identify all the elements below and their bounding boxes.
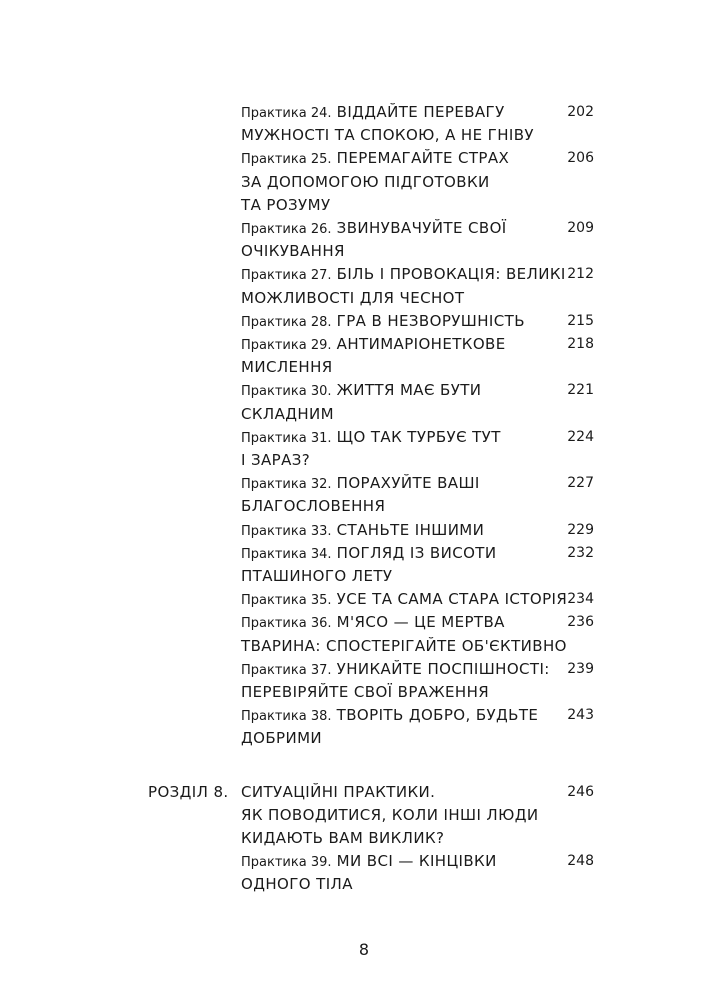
toc-page-number: 227 — [567, 475, 594, 492]
toc-page-number: 224 — [567, 428, 594, 445]
toc-title-text: СИТУАЦІЙНІ ПРАКТИКИ. — [241, 782, 436, 801]
toc-title-text: ОЧІКУВАННЯ — [241, 242, 345, 261]
toc-title-line — [241, 611, 505, 633]
toc-page-number: 202 — [567, 104, 594, 120]
toc-page-number: 218 — [567, 336, 594, 352]
practice-number: Практика 27. — [241, 268, 332, 284]
toc-title-text: ТВАРИНА: СПОСТЕРІГАЙТЕ ОБ'ЄКТИВНО — [241, 636, 567, 655]
toc-title-line — [241, 542, 496, 564]
toc-title-line — [241, 240, 345, 262]
practice-number: Практика 36. — [241, 616, 332, 632]
toc-title-line — [241, 356, 333, 378]
toc-title-line — [241, 101, 505, 123]
toc-title-text: ТА РОЗУМУ — [241, 195, 331, 214]
toc-page-number: 215 — [567, 312, 594, 329]
toc-title-text: БІЛЬ І ПРОВОКАЦІЯ: ВЕЛИКІ — [336, 265, 566, 284]
toc-title-text: ДОБРИМИ — [241, 729, 323, 748]
toc-page-number: 239 — [567, 660, 594, 677]
toc-title-line — [241, 804, 538, 826]
toc-title-text: ГРА В НЕЗВОРУШНІСТЬ — [336, 311, 525, 330]
toc-title-text: МОЖЛИВОСТІ ДЛЯ ЧЕСНОТ — [241, 288, 465, 307]
toc-title-text: АНТИМАРІОНЕТКОВЕ — [336, 335, 506, 353]
toc-title-text: МУЖНОСТІ ТА СПОКОЮ, А НЕ ГНІВУ — [241, 126, 534, 145]
toc-title-text: ПЕРЕВІРЯЙТЕ СВОЇ ВРАЖЕННЯ — [241, 682, 490, 701]
toc-title-line — [241, 194, 330, 216]
toc-title-line — [241, 495, 385, 517]
toc-title-text: МИ ВСІ — КІНЦІВКИ — [336, 852, 497, 871]
toc-title-line — [241, 472, 480, 494]
practice-number: Практика 33. — [241, 523, 332, 539]
toc-page-number: 206 — [567, 150, 594, 167]
toc-title-text: ЖИТТЯ МАЄ БУТИ — [336, 381, 482, 400]
practice-number: Практика 32. — [241, 477, 332, 493]
toc-title-line — [241, 850, 497, 872]
toc-title-text: ЗА ДОПОМОГОЮ ПІДГОТОВКИ — [241, 172, 490, 191]
practice-number: Практика 37. — [241, 662, 332, 678]
toc-page-number: 221 — [567, 382, 594, 399]
toc-title-line — [241, 124, 534, 146]
toc-title-line — [241, 171, 490, 193]
toc-page-number: 234 — [567, 591, 594, 608]
toc-title-line — [241, 403, 334, 425]
toc-page-number: 229 — [567, 521, 594, 538]
toc-title-text: М'ЯСО — ЦЕ МЕРТВА — [336, 613, 505, 632]
toc-title-line — [241, 426, 501, 448]
toc-title-text: ПТАШИНОГО ЛЕТУ — [241, 566, 393, 585]
practice-number: Практика 25. — [241, 152, 332, 168]
toc-title-text: ПОГЛЯД ІЗ ВИСОТИ — [336, 543, 497, 562]
practice-number: Практика 34. — [241, 546, 332, 562]
toc-page-number: 212 — [567, 266, 594, 283]
toc-title-line — [241, 635, 567, 657]
toc-title-text: СТАНЬТЕ ІНШИМИ — [336, 520, 485, 539]
practice-number: Практика 24. — [241, 106, 332, 121]
toc-title-text: ЗВИНУВАЧУЙТЕ СВОЇ — [336, 219, 507, 237]
toc-title-text: І ЗАРАЗ? — [241, 450, 311, 469]
practice-number: Практика 30. — [241, 384, 332, 400]
chapter-label: РОЗДІЛ 8. — [148, 782, 229, 801]
toc-title-text: БЛАГОСЛОВЕННЯ — [241, 497, 386, 516]
toc-title-text: ЩО ТАК ТУРБУЄ ТУТ — [336, 427, 501, 446]
toc-page-number: 236 — [567, 614, 594, 631]
practice-number: Практика 31. — [241, 430, 332, 446]
practice-number: Практика 28. — [241, 314, 332, 330]
toc-title-line — [241, 588, 567, 610]
practice-number: Практика 29. — [241, 338, 332, 353]
toc-title-line — [241, 449, 310, 471]
toc-title-line — [241, 333, 506, 355]
toc-title-line — [241, 658, 550, 680]
toc-title-line — [241, 263, 566, 285]
toc-title-text: КИДАЮТЬ ВАМ ВИКЛИК? — [241, 828, 445, 847]
toc-page-number: 246 — [567, 783, 594, 800]
toc-title-line — [241, 379, 481, 401]
toc-page-number: 248 — [567, 853, 594, 870]
toc-title-line — [241, 781, 435, 803]
toc-title-text: ТВОРІТЬ ДОБРО, БУДЬТЕ — [336, 706, 539, 725]
toc-title-text: ЯК ПОВОДИТИСЯ, КОЛИ ІНШІ ЛЮДИ — [241, 805, 539, 824]
toc-title-line — [241, 287, 464, 309]
practice-number: Практика 26. — [241, 222, 332, 237]
toc-title-text: МИСЛЕННЯ — [241, 358, 333, 377]
toc-title-text: ПЕРЕМАГАЙТЕ СТРАХ — [336, 149, 510, 168]
toc-title-line — [241, 873, 353, 895]
practice-number: Практика 35. — [241, 593, 332, 609]
toc-page-number: 243 — [567, 707, 594, 724]
toc-title-line — [241, 310, 525, 332]
toc-title-line — [241, 565, 392, 587]
toc-title-line — [241, 827, 444, 849]
toc-title-line — [241, 147, 509, 169]
toc-page-number: 232 — [567, 544, 594, 561]
toc-title-line — [241, 217, 507, 239]
practice-number: Практика 38. — [241, 709, 332, 725]
page-number: 8 — [358, 940, 370, 959]
toc-title-text: ПОРАХУЙТЕ ВАШІ — [336, 474, 480, 493]
toc-title-text: СКЛАДНИМ — [241, 404, 335, 423]
toc-title-text: УНИКАЙТЕ ПОСПІШНОСТІ: — [336, 659, 550, 678]
toc-page-number: 209 — [567, 220, 594, 236]
toc-title-text: ВІДДАЙТЕ ПЕРЕВАГУ — [336, 103, 505, 121]
practice-number: Практика 39. — [241, 855, 332, 871]
toc-title-line — [241, 727, 322, 749]
toc-title-line — [241, 681, 489, 703]
toc-title-line — [241, 519, 484, 541]
toc-title-text: ОДНОГО ТІЛА — [241, 875, 353, 894]
toc-title-text: УСЕ ТА САМА СТАРА ІСТОРІЯ — [336, 590, 568, 609]
toc-title-line — [241, 704, 538, 726]
